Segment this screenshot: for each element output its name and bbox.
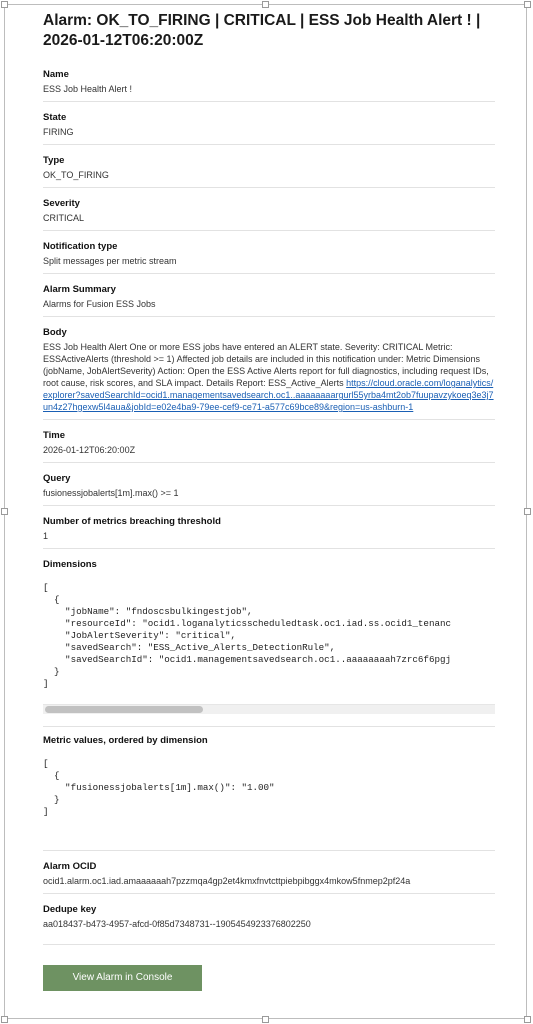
alarm-title: Alarm: OK_TO_FIRING | CRITICAL | ESS Job Health Alert ! | 2026-01-12T06:20:00Z	[43, 12, 481, 49]
alarm-ocid-value: ocid1.alarm.oc1.iad.amaaaaaah7pzzmqa4gp2et4kmxfnvtcttpiebpibggx4mkow5fnmep2pf24a	[43, 876, 411, 886]
email-frame	[4, 4, 527, 1019]
breaching-section	[43, 506, 495, 549]
dimensions-section	[43, 549, 495, 727]
report-link[interactable]: https://cloud.oracle.com/loganalytics/explorer?savedSearchId=ocid1.managementsavedsearch.oc1..aaaaaaaargurl55yrba4mt2ob7fuupavzykoeq3e3j7un4z27hgexw5l4aua&jobId=e02e4ba9-79ee-cef9-ce71-a577c69bce89&region=us-ashburn-1	[43, 378, 494, 412]
query-label: Query	[43, 473, 71, 484]
type-section	[43, 145, 495, 188]
resize-handle-top-right[interactable]	[524, 1, 531, 8]
alarm-summary-value: Alarms for Fusion ESS Jobs	[43, 299, 156, 309]
email-content	[43, 5, 495, 991]
body-text	[43, 341, 495, 413]
horizontal-scrollbar[interactable]	[43, 704, 495, 714]
breaching-value: 1	[43, 531, 49, 541]
severity-section	[43, 188, 495, 231]
resize-handle-top-left[interactable]	[1, 1, 8, 8]
state-label: State	[43, 112, 67, 123]
severity-label: Severity	[43, 198, 80, 209]
name-value: ESS Job Health Alert !	[43, 84, 133, 94]
resize-handle-bottom-left[interactable]	[1, 1016, 8, 1023]
dedupe-key-value: aa018437-b473-4957-afcd-0f85d7348731--1905454923376802250	[43, 919, 311, 929]
dimensions-code: [ { "jobName": "fndoscsbulkingestjob", "resourceId": "ocid1.loganalyticsscheduledtask.oc1.iad.ss.ocid1_tenanc "JobAlertSeverity": "critical", "savedSearch": "ESS_Active_Alerts_DetectionRule", "savedSearchId": "ocid1.managementsavedsearch.oc1..aaaaaaaah7zrc6f6pgj } ]	[43, 582, 451, 689]
state-value: FIRING	[43, 127, 74, 137]
body-label: Body	[43, 327, 67, 338]
metric-values-code: [ { "fusionessjobalerts[1m].max()": "1.00" } ]	[43, 758, 275, 817]
notification-type-value: Split messages per metric stream	[43, 256, 177, 266]
notification-type-label: Notification type	[43, 241, 118, 252]
query-value: fusionessjobalerts[1m].max() >= 1	[43, 488, 179, 498]
scrollbar-thumb[interactable]	[45, 706, 203, 713]
state-section	[43, 102, 495, 145]
name-section	[43, 51, 495, 102]
dimensions-code-box[interactable]	[43, 582, 495, 714]
dedupe-key-label: Dedupe key	[43, 904, 97, 915]
metric-values-label: Metric values, ordered by dimension	[43, 735, 208, 746]
metric-values-section	[43, 727, 495, 851]
notification-type-section	[43, 231, 495, 274]
resize-handle-middle-right[interactable]	[524, 508, 531, 515]
name-label: Name	[43, 69, 69, 80]
dedupe-key-section	[43, 894, 495, 945]
body-section	[43, 317, 495, 420]
resize-handle-top-center[interactable]	[262, 1, 269, 8]
type-value: OK_TO_FIRING	[43, 170, 109, 180]
dimensions-label: Dimensions	[43, 559, 97, 570]
resize-handle-bottom-right[interactable]	[524, 1016, 531, 1023]
resize-handle-bottom-center[interactable]	[262, 1016, 269, 1023]
severity-value: CRITICAL	[43, 213, 85, 223]
breaching-label: Number of metrics breaching threshold	[43, 516, 221, 527]
time-value: 2026-01-12T06:20:00Z	[43, 445, 136, 455]
resize-handle-middle-left[interactable]	[1, 508, 8, 515]
time-label: Time	[43, 430, 66, 441]
alarm-ocid-section	[43, 851, 495, 894]
time-section	[43, 420, 495, 463]
alarm-summary-label: Alarm Summary	[43, 284, 116, 295]
query-section	[43, 463, 495, 506]
alarm-ocid-label: Alarm OCID	[43, 861, 97, 872]
alarm-summary-section	[43, 274, 495, 317]
body-message: ESS Job Health Alert One or more ESS jobs have entered an ALERT state. Severity: CRITICAL Metric: ESSActiveAlerts (threshold >= 1) Affected job details are included in this notification under: Metric Dimensions (jobName, JobAlertSeverity) Action: Open the ESS Active Alerts report for full diagnostics, including request IDs, root cause, risk scores, and SLA impact. Details Report: ESS_Active_Alerts	[43, 342, 489, 388]
view-alarm-button[interactable]: View Alarm in Console	[43, 965, 202, 991]
type-label: Type	[43, 155, 65, 166]
